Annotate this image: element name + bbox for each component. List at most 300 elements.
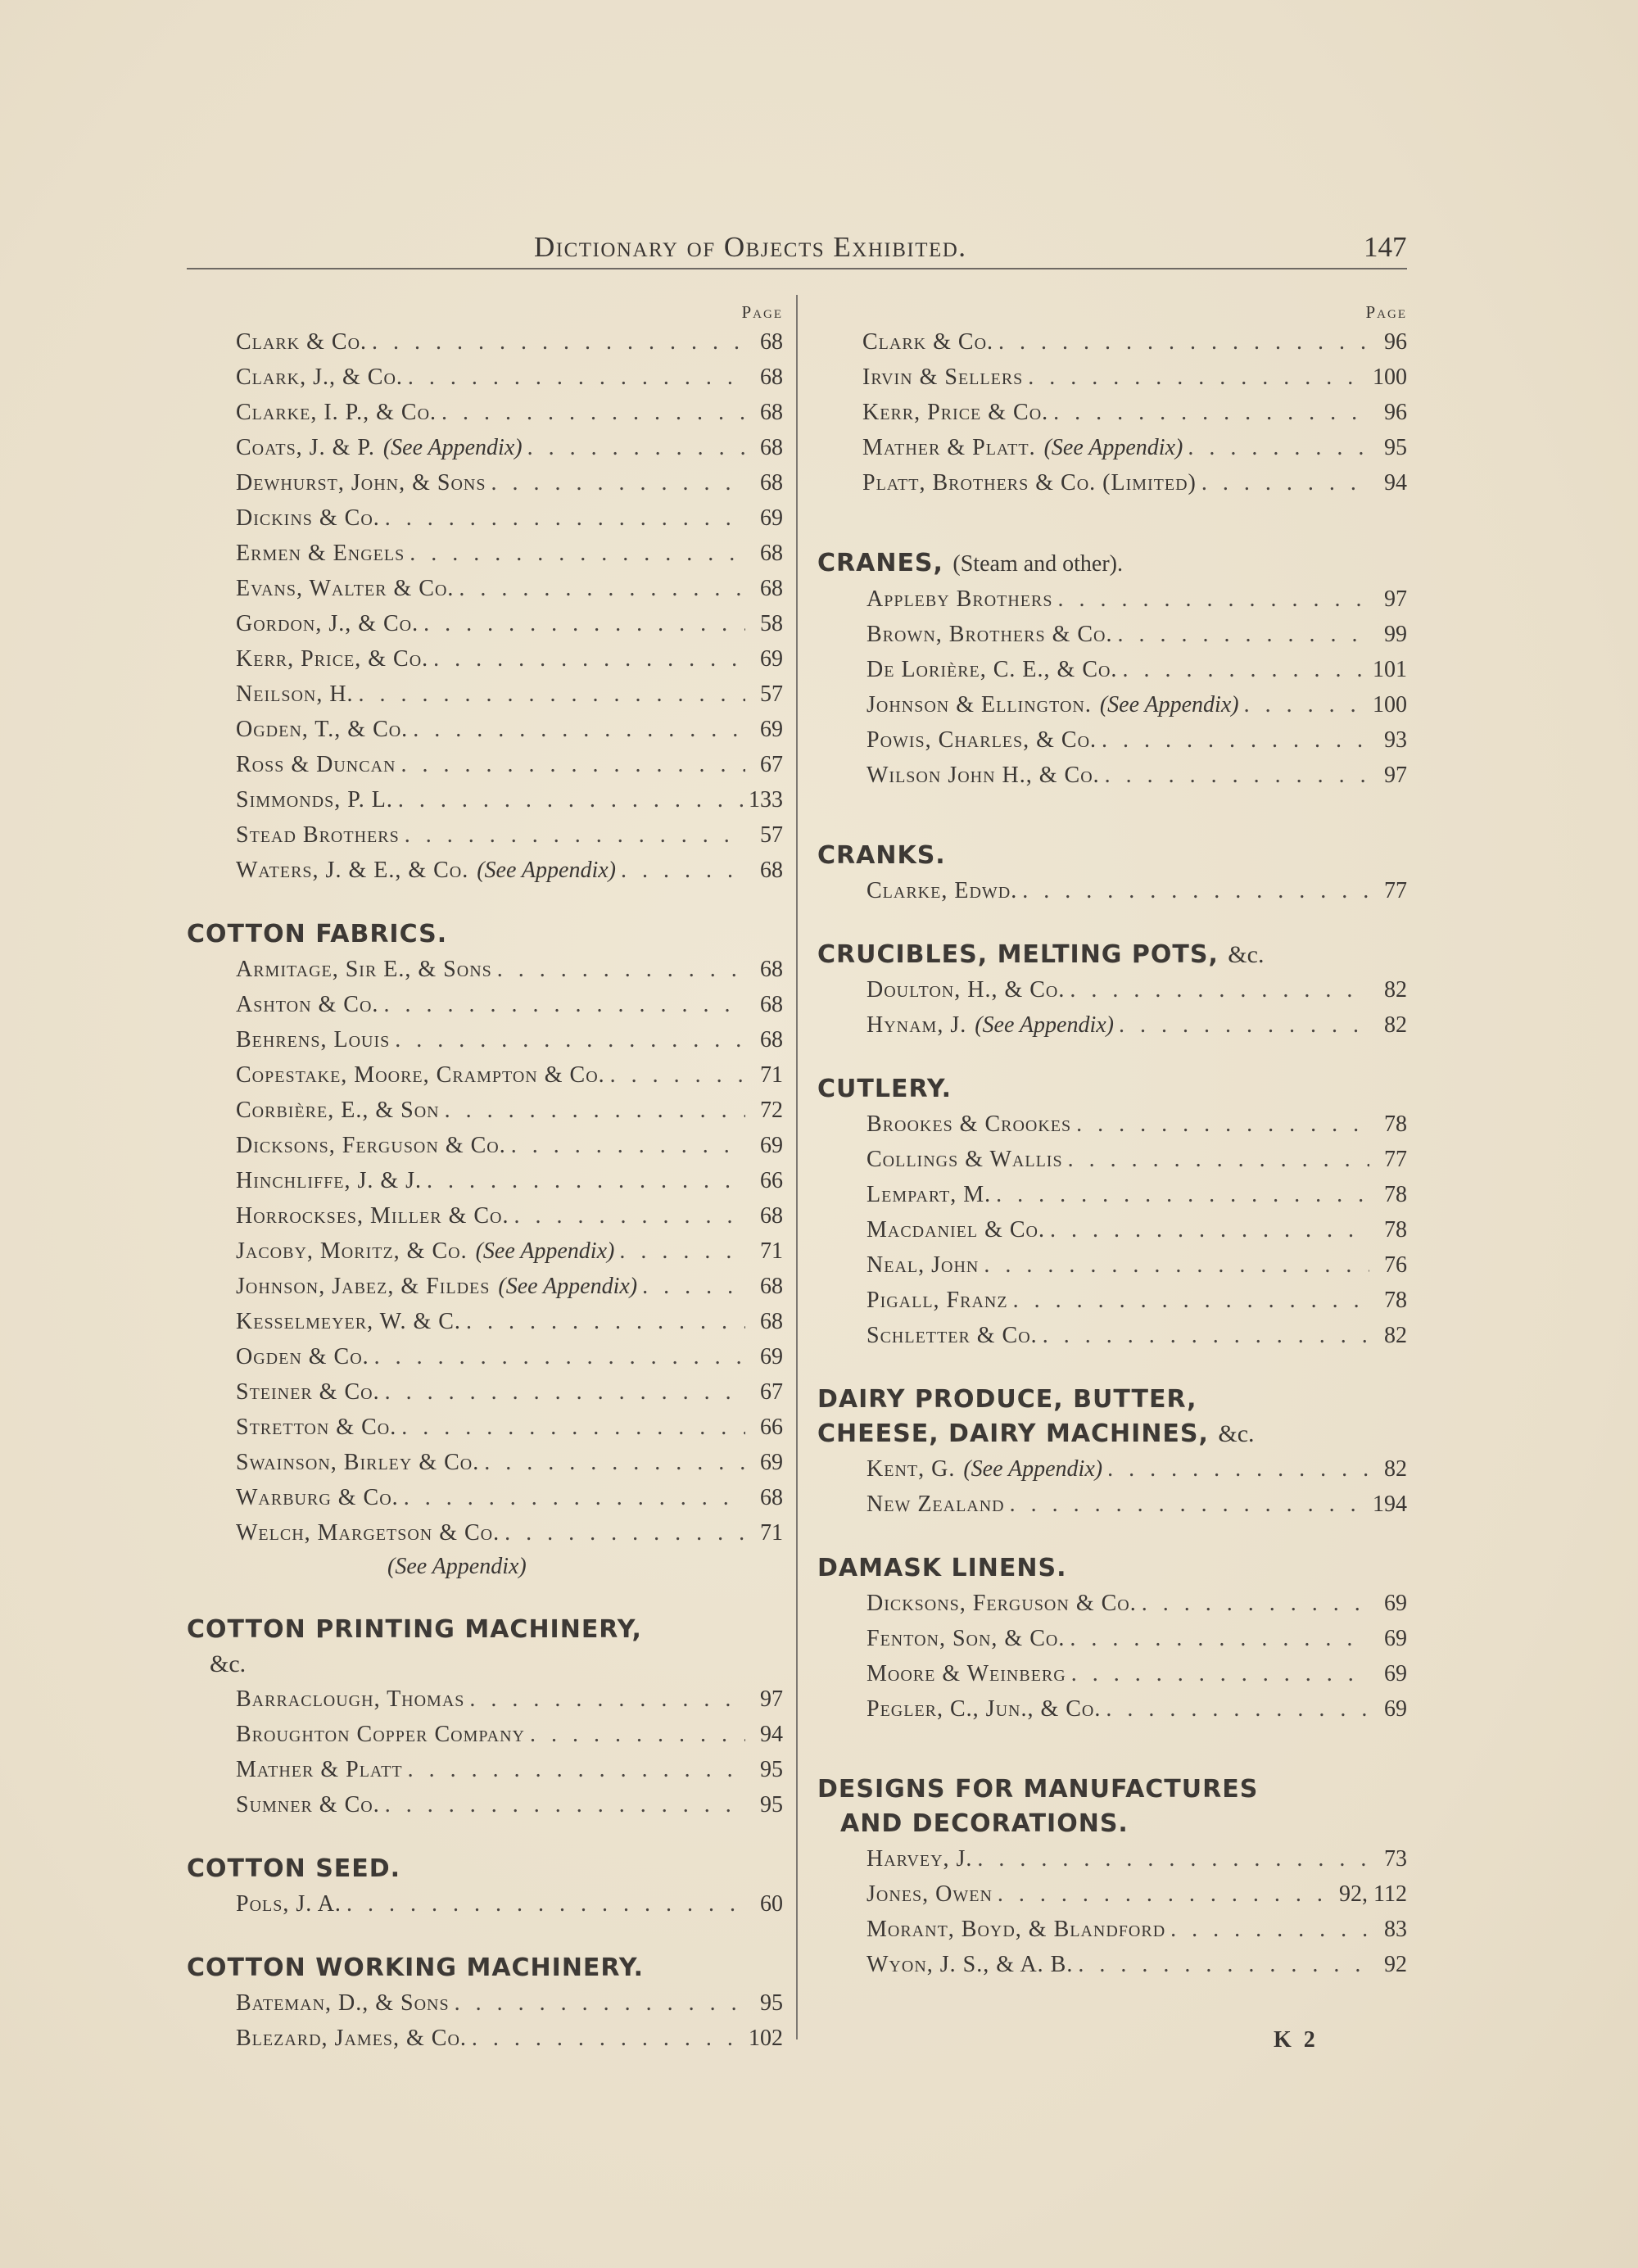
entry-page: 71 [760, 1238, 783, 1264]
entry-name: Warburg & Co. [236, 1485, 399, 1510]
see-appendix-note: (See Appendix) [387, 1554, 527, 1579]
index-entry [187, 465, 783, 500]
entry-name: Macdaniel & Co. [867, 1217, 1046, 1243]
dot-leader [491, 465, 745, 500]
entry-name: Ogden & Co. [236, 1344, 369, 1369]
entry-name: Coats, J. & P. [236, 435, 375, 460]
entry-name: Irvin & Sellers [862, 364, 1024, 390]
dot-leader [1070, 972, 1369, 1007]
index-entry [817, 687, 1407, 722]
dot-leader [1188, 430, 1369, 465]
index-entry [187, 1234, 783, 1269]
entry-name: Horrockses, Miller & Co. [236, 1203, 509, 1229]
index-entry [817, 430, 1407, 465]
entry-page: 68 [760, 541, 783, 566]
section-cotton-fabrics [187, 917, 783, 1583]
dot-leader [469, 1682, 745, 1717]
entry-name: Ross & Duncan [236, 752, 396, 777]
dot-leader [1050, 1212, 1369, 1247]
section-title: COTTON WORKING MACHINERY. [187, 1953, 645, 1982]
entry-page: 69 [1384, 1696, 1407, 1722]
index-entry [187, 1886, 783, 1922]
entry-page: 69 [760, 1344, 783, 1369]
entry-name: Kent, G. [867, 1456, 956, 1482]
entry-page: 95 [760, 1792, 783, 1818]
entry-page: 92, 112 [1339, 1881, 1407, 1907]
section-crucibles [817, 938, 1407, 1043]
dot-leader [374, 1339, 745, 1374]
index-entry [817, 972, 1407, 1007]
entry-page: 69 [760, 505, 783, 531]
entry-page: 68 [760, 364, 783, 390]
index-entry [187, 1410, 783, 1445]
dot-leader [514, 1198, 745, 1234]
entry-note: (See Appendix) [477, 858, 616, 883]
dot-leader [996, 1177, 1369, 1212]
index-entry [187, 1198, 783, 1234]
dot-leader [1057, 582, 1369, 617]
page-column-label: Page [1365, 302, 1407, 322]
section-cotton-printing-machinery [187, 1613, 783, 1822]
dot-leader [642, 1269, 745, 1304]
right-column [817, 300, 1407, 1982]
section-continued-left [187, 324, 783, 888]
entry-page: 97 [1384, 586, 1407, 612]
dot-leader [505, 1515, 745, 1550]
dot-leader [466, 1304, 745, 1339]
entry-page: 94 [760, 1722, 783, 1747]
entry-page: 69 [1384, 1661, 1407, 1686]
index-entry [817, 1247, 1407, 1283]
entry-page: 82 [1384, 1012, 1407, 1038]
index-entry [817, 465, 1407, 500]
dot-leader [530, 1717, 745, 1752]
entry-page: 94 [1384, 470, 1407, 496]
index-entry [187, 360, 783, 395]
entry-page: 96 [1384, 329, 1407, 355]
index-entry [817, 1283, 1407, 1318]
entry-name: Clark, J., & Co. [236, 364, 403, 390]
section-dairy [817, 1383, 1407, 1522]
entry-name: Doulton, H., & Co. [867, 977, 1066, 1003]
dot-leader [427, 1163, 745, 1198]
section-title: CRANES, (Steam and other). [817, 549, 1123, 577]
entry-note: (See Appendix) [1043, 435, 1183, 460]
entry-page: 95 [760, 1990, 783, 2016]
index-entry [187, 1093, 783, 1128]
dot-leader [1013, 1283, 1369, 1318]
entry-page: 133 [749, 787, 783, 813]
dot-leader [385, 1374, 745, 1410]
index-entry [187, 1374, 783, 1410]
index-entry [817, 1912, 1407, 1947]
dot-leader [1010, 1487, 1368, 1522]
dot-leader [1117, 617, 1369, 652]
entry-note: (See Appendix) [382, 435, 523, 460]
dot-leader [445, 1093, 745, 1128]
index-entry [817, 652, 1407, 687]
entry-name: Johnson & Ellington. [867, 692, 1092, 718]
entry-page: 71 [760, 1520, 783, 1546]
etc-label: &c. [210, 1650, 247, 1677]
section-cranks [817, 839, 1407, 908]
dot-leader [455, 1985, 745, 2021]
dot-leader [385, 1787, 745, 1822]
column-divider [796, 295, 798, 2039]
index-entry [187, 1445, 783, 1480]
index-entry [817, 1318, 1407, 1353]
entry-name: Kerr, Price, & Co. [236, 646, 429, 672]
entry-note: (See Appendix) [1099, 692, 1239, 718]
index-entry [817, 1691, 1407, 1727]
dot-leader [459, 571, 745, 606]
entry-name: Platt, Brothers & Co. (Limited) [862, 470, 1197, 496]
section-title: DAIRY PRODUCE, BUTTER, [817, 1385, 1197, 1414]
entry-name: Collings & Wallis [867, 1147, 1063, 1172]
dot-leader [484, 1445, 745, 1480]
entry-page: 83 [1384, 1917, 1407, 1942]
entry-page: 69 [760, 1450, 783, 1475]
index-entry [187, 536, 783, 571]
dot-leader [1201, 465, 1369, 500]
entry-page: 72 [760, 1098, 783, 1123]
index-entry [817, 1947, 1407, 1982]
index-entry [187, 747, 783, 782]
entry-page: 67 [760, 1379, 783, 1405]
entry-name: Jacoby, Moritz, & Co. [236, 1238, 468, 1264]
entry-name: Hynam, J. [867, 1012, 967, 1038]
entry-page: 78 [1384, 1182, 1407, 1207]
entry-name: Clark & Co. [862, 329, 994, 355]
entry-name: Dicksons, Ferguson & Co. [236, 1133, 506, 1158]
index-entry [187, 641, 783, 677]
entry-page: 68 [760, 1274, 783, 1299]
dot-leader [401, 1410, 745, 1445]
entry-name: Stretton & Co. [236, 1415, 397, 1440]
entry-name: Appleby Brothers [867, 586, 1053, 612]
page-title: Dictionary of Objects Exhibited. [534, 231, 967, 263]
entry-page: 60 [760, 1891, 783, 1917]
index-entry [187, 606, 783, 641]
index-entry [187, 1304, 783, 1339]
entry-name: Simmonds, P. L. [236, 787, 393, 813]
entry-page: 78 [1384, 1288, 1407, 1313]
dot-leader [1028, 360, 1368, 395]
dot-leader [610, 1057, 745, 1093]
entry-name: Moore & Weinberg [867, 1661, 1066, 1686]
entry-page: 69 [1384, 1591, 1407, 1616]
dot-leader [1078, 1947, 1369, 1982]
index-entry [187, 430, 783, 465]
dot-leader [359, 677, 745, 712]
entry-name: De Lorière, C. E., & Co. [867, 657, 1118, 682]
index-entry [187, 1985, 783, 2021]
section-title: COTTON SEED. [187, 1854, 401, 1883]
dot-leader [1107, 1451, 1369, 1487]
index-entry [817, 758, 1407, 793]
entry-page: 102 [749, 2026, 783, 2051]
entry-page: 58 [760, 611, 783, 636]
entry-page: 82 [1384, 977, 1407, 1003]
entry-note: (See Appendix) [498, 1274, 638, 1299]
index-entry [187, 1057, 783, 1093]
index-entry [187, 782, 783, 817]
dot-leader [998, 1876, 1334, 1912]
entry-name: Clarke, Edwd. [867, 878, 1018, 903]
entry-page: 68 [760, 400, 783, 425]
entry-name: Welch, Margetson & Co. [236, 1520, 500, 1546]
entry-name: Clark & Co. [236, 329, 368, 355]
dot-leader [619, 1234, 745, 1269]
index-entry [817, 1142, 1407, 1177]
entry-page: 97 [760, 1686, 783, 1712]
index-entry [187, 817, 783, 853]
entry-name: Blezard, James, & Co. [236, 2026, 467, 2051]
dot-leader [346, 1886, 745, 1922]
entry-name: Behrens, Louis [236, 1027, 391, 1053]
entry-page: 194 [1373, 1492, 1407, 1517]
entry-name: New Zealand [867, 1492, 1005, 1517]
section-title: DESIGNS FOR MANUFACTURES [817, 1775, 1259, 1804]
index-entry [817, 1007, 1407, 1043]
dot-leader [400, 747, 745, 782]
entry-page: 66 [760, 1415, 783, 1440]
entry-name: Waters, J. & E., & Co. [236, 858, 469, 883]
dot-leader [998, 324, 1369, 360]
entry-page: 100 [1373, 364, 1407, 390]
dot-leader [1142, 1586, 1369, 1621]
entry-page: 100 [1373, 692, 1407, 718]
entry-name: Copestake, Moore, Crampton & Co. [236, 1062, 605, 1088]
entry-page: 68 [760, 329, 783, 355]
index-entry [187, 395, 783, 430]
index-entry [817, 1451, 1407, 1487]
dot-leader [472, 2021, 744, 2056]
dot-leader [1105, 758, 1369, 793]
section-title: CUTLERY. [817, 1075, 952, 1103]
entry-page: 82 [1384, 1323, 1407, 1348]
entry-name: Steiner & Co. [236, 1379, 380, 1405]
entry-name: Bateman, D., & Sons [236, 1990, 450, 2016]
entry-note: (See Appendix) [975, 1012, 1114, 1038]
index-entry [187, 1022, 783, 1057]
entry-name: Swainson, Birley & Co. [236, 1450, 480, 1475]
index-entry [817, 722, 1407, 758]
section-title: DAMASK LINENS. [817, 1554, 1067, 1582]
section-title: CRANKS. [817, 841, 946, 870]
index-entry [817, 873, 1407, 908]
dot-leader [977, 1841, 1369, 1876]
dot-leader [1076, 1107, 1369, 1142]
entry-name: Lempart, M. [867, 1182, 992, 1207]
index-entry [817, 1621, 1407, 1656]
entry-page: 68 [760, 470, 783, 496]
dot-leader [1043, 1318, 1369, 1353]
entry-page: 71 [760, 1062, 783, 1088]
dot-leader [1071, 1656, 1369, 1691]
page-column-label: Page [741, 302, 783, 322]
index-entry [817, 1487, 1407, 1522]
entry-page: 77 [1384, 878, 1407, 903]
entry-name: Wyon, J. S., & A. B. [867, 1952, 1074, 1977]
dot-leader [1070, 1621, 1369, 1656]
entry-name: Sumner & Co. [236, 1792, 380, 1818]
index-entry [187, 324, 783, 360]
entry-name: Harvey, J. [867, 1846, 973, 1872]
index-entry [817, 617, 1407, 652]
dot-leader [1244, 687, 1368, 722]
index-entry [187, 1682, 783, 1717]
dot-leader [1170, 1912, 1369, 1947]
entry-page: 77 [1384, 1147, 1407, 1172]
entry-page: 96 [1384, 400, 1407, 425]
entry-page: 68 [760, 576, 783, 601]
index-entry [187, 571, 783, 606]
dot-leader [1022, 873, 1369, 908]
entry-name: Powis, Charles, & Co. [867, 727, 1097, 753]
index-entry [817, 1656, 1407, 1691]
entry-page: 69 [1384, 1626, 1407, 1651]
index-entry [187, 677, 783, 712]
dot-leader [621, 853, 745, 888]
dot-leader [398, 782, 744, 817]
dot-leader [1053, 395, 1369, 430]
entry-name: Brookes & Crookes [867, 1111, 1072, 1137]
entry-page: 68 [760, 1485, 783, 1510]
index-entry [817, 1586, 1407, 1621]
dot-leader [433, 641, 745, 677]
index-entry [187, 1515, 783, 1550]
section-title: AND DECORATIONS. [840, 1809, 1129, 1838]
entry-page: 68 [760, 435, 783, 460]
dot-leader [1106, 1691, 1369, 1727]
index-entry [187, 987, 783, 1022]
section-cutlery [817, 1072, 1407, 1353]
entry-page: 57 [760, 822, 783, 848]
entry-name: Evans, Walter & Co. [236, 576, 455, 601]
section-damask-linens [817, 1551, 1407, 1727]
index-entry [187, 1269, 783, 1304]
signature-mark: K 2 [1274, 2027, 1319, 2053]
entry-page: 92 [1384, 1952, 1407, 1977]
entry-page: 82 [1384, 1456, 1407, 1482]
index-entry [187, 1128, 783, 1163]
dot-leader [1122, 652, 1368, 687]
entry-name: Brown, Brothers & Co. [867, 622, 1113, 647]
entry-name: Mather & Platt [236, 1757, 403, 1782]
entry-page: 69 [760, 717, 783, 742]
dot-leader [404, 1480, 745, 1515]
entry-page: 68 [760, 1309, 783, 1334]
section-cotton-working-machinery [187, 1951, 783, 2056]
entry-name: Schletter & Co. [867, 1323, 1038, 1348]
entry-page: 68 [760, 1203, 783, 1229]
dot-leader [372, 324, 745, 360]
dot-leader [385, 500, 745, 536]
dot-leader [408, 360, 745, 395]
entry-name: Kesselmeyer, W. & C. [236, 1309, 461, 1334]
dot-leader [511, 1128, 745, 1163]
entry-name: Neilson, H. [236, 681, 354, 707]
entry-name: Pegler, C., Jun., & Co. [867, 1696, 1102, 1722]
entry-name: Corbière, E., & Son [236, 1098, 440, 1123]
entry-page: 66 [760, 1168, 783, 1193]
index-entry [817, 1212, 1407, 1247]
entry-name: Mather & Platt. [862, 435, 1036, 460]
index-entry [817, 1177, 1407, 1212]
entry-name: Fenton, Son, & Co. [867, 1626, 1066, 1651]
entry-page: 101 [1373, 657, 1407, 682]
index-entry [187, 1339, 783, 1374]
index-entry [187, 1787, 783, 1822]
left-column [187, 300, 783, 2056]
index-entry [817, 360, 1407, 395]
entry-page: 68 [760, 858, 783, 883]
entry-name: Jones, Owen [867, 1881, 993, 1907]
dot-leader [410, 536, 745, 571]
index-entry [817, 395, 1407, 430]
entry-name: Dickins & Co. [236, 505, 380, 531]
entry-name: Broughton Copper Company [236, 1722, 525, 1747]
index-entry [187, 2021, 783, 2056]
section-title: CRUCIBLES, MELTING POTS, &c. [817, 940, 1265, 969]
entry-page: 99 [1384, 622, 1407, 647]
entry-name: Dicksons, Ferguson & Co. [867, 1591, 1137, 1616]
entry-name: Barraclough, Thomas [236, 1686, 465, 1712]
entry-name: Ermen & Engels [236, 541, 405, 566]
entry-page: 73 [1384, 1846, 1407, 1872]
section-cotton-seed [187, 1852, 783, 1922]
index-entry [817, 582, 1407, 617]
index-entry [817, 324, 1407, 360]
section-title: COTTON PRINTING MACHINERY, [187, 1615, 642, 1644]
entry-page: 68 [760, 992, 783, 1017]
dot-leader [984, 1247, 1369, 1283]
index-entry [187, 1752, 783, 1787]
section-continued-right [817, 324, 1407, 500]
entry-name: Ashton & Co. [236, 992, 379, 1017]
index-entry [187, 853, 783, 888]
index-entry [817, 1876, 1407, 1912]
entry-page: 68 [760, 1027, 783, 1053]
index-entry [187, 1163, 783, 1198]
index-entry [187, 712, 783, 747]
dot-leader [395, 1022, 745, 1057]
entry-page: 95 [760, 1757, 783, 1782]
dot-leader [527, 430, 745, 465]
entry-page: 95 [1384, 435, 1407, 460]
entry-page: 97 [1384, 763, 1407, 788]
entry-name: Neal, John [867, 1252, 980, 1278]
dot-leader [1119, 1007, 1369, 1043]
section-designs [817, 1772, 1407, 1982]
entry-page: 67 [760, 752, 783, 777]
entry-page: 93 [1384, 727, 1407, 753]
entry-name: Clarke, I. P., & Co. [236, 400, 437, 425]
entry-name: Ogden, T., & Co. [236, 717, 409, 742]
page-number: 147 [1364, 231, 1407, 263]
entry-name: Kerr, Price & Co. [862, 400, 1049, 425]
entry-name: Pols, J. A. [236, 1891, 342, 1917]
index-entry [187, 1480, 783, 1515]
dot-leader [497, 952, 745, 987]
entry-name: Morant, Boyd, & Blandford [867, 1917, 1166, 1942]
section-title: COTTON FABRICS. [187, 920, 448, 948]
dot-leader [383, 987, 745, 1022]
entry-name: Stead Brothers [236, 822, 400, 848]
entry-name: Armitage, Sir E., & Sons [236, 957, 492, 982]
index-entry [817, 1841, 1407, 1876]
